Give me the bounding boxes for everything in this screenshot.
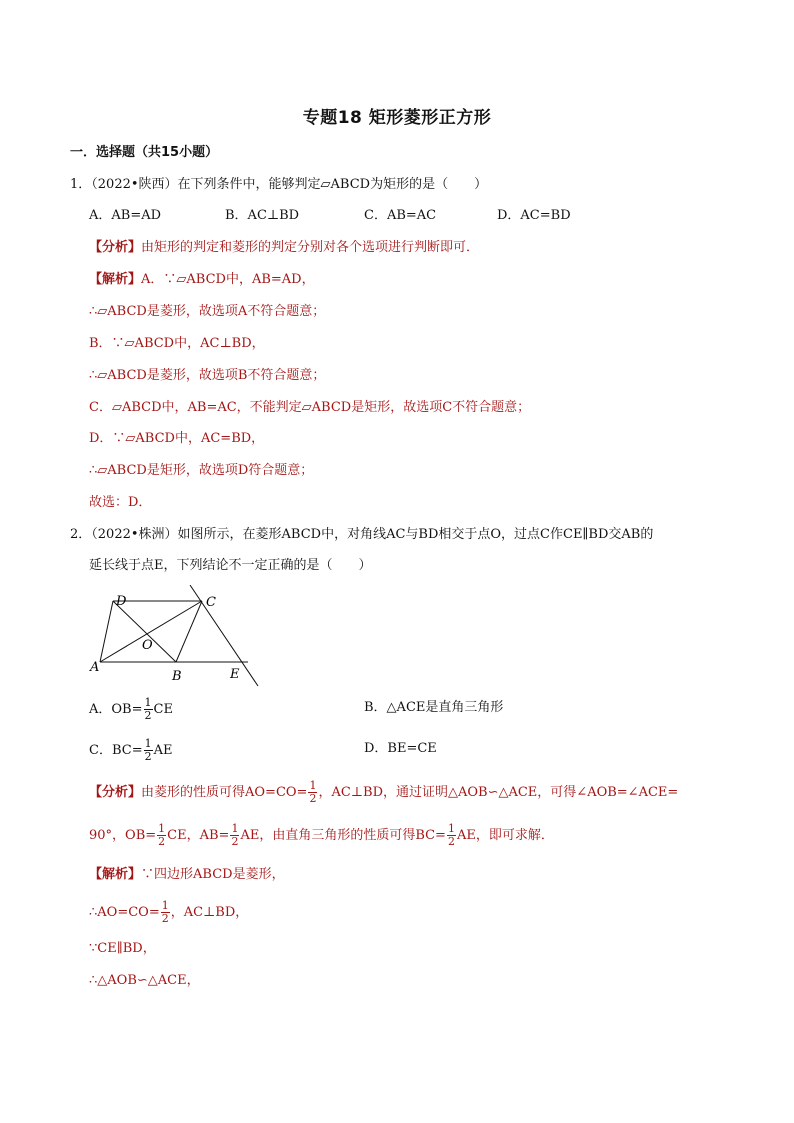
figure-label-a: A — [90, 660, 100, 675]
figure-label-c: C — [206, 595, 216, 610]
q1-option-c: C．AB=AC — [364, 208, 437, 223]
q2-solution-tag: 【解析】 — [89, 867, 142, 882]
q1-solution-line-2: ∴▱ABCD是菱形，故选项A不符合题意； — [89, 304, 326, 319]
q1-solution-line-1: A．∵▱ABCD中，AB=AD， — [141, 272, 315, 287]
q1-option-d: D．AC=BD — [497, 208, 571, 223]
fraction: $\frac{1}{2}$ — [447, 822, 455, 848]
section-heading: 一．选择题（共15小题） — [70, 145, 219, 160]
q1-solution-line-7: ∴▱ABCD是矩形，故选项D符合题意； — [89, 463, 314, 478]
q1-solution-tag: 【解析】 — [89, 272, 142, 287]
q2-solution-line-3: ∵CE∥BD， — [89, 941, 156, 956]
fraction: $\frac{1}{2}$ — [231, 822, 239, 848]
fraction: $\frac{1}{2}$ — [161, 899, 169, 925]
q2-solution-line-1: 【解析】∵四边形ABCD是菱形， — [89, 867, 285, 882]
rhombus-figure — [88, 585, 268, 690]
fraction: $\frac{1}{2}$ — [144, 696, 152, 722]
q1-analysis — [89, 239, 479, 257]
figure-label-d: D — [116, 594, 127, 609]
q1-analysis-text: 由矩形的判定和菱形的判定分别对各个选项进行判断即可． — [141, 240, 480, 255]
q2-option-c: C．BC= $\frac{1}{2}$ AE — [89, 737, 173, 763]
figure-label-o: O — [142, 638, 153, 653]
q2-analysis-line-2: 90°，OB= $\frac{1}{2}$ CE，AB= $\frac{1}{2}$ AE，由直角三角形的性质可得BC= $\frac{1}{2}$ AE，即可求解． — [89, 822, 554, 848]
q2-option-b: B．△ACE是直角三角形 — [364, 700, 504, 715]
q1-solution-line-5: C．▱ABCD中，AB=AC，不能判定▱ABCD是矩形，故选项C不符合题意； — [89, 400, 531, 415]
figure-label-b: B — [172, 669, 182, 684]
q2-option-d: D．BE=CE — [364, 741, 437, 756]
fraction: $\frac{1}{2}$ — [144, 737, 152, 763]
q2-solution-line-2: ∴AO=CO= $\frac{1}{2}$ ，AC⊥BD， — [89, 899, 249, 925]
q2-analysis-tag: 【分析】 — [89, 785, 142, 800]
q2-solution-line-4: ∴△AOB∽△ACE， — [89, 973, 200, 988]
figure-label-e: E — [230, 667, 240, 682]
q2-analysis-line-1: 【分析】由菱形的性质可得AO=CO= $\frac{1}{2}$ ，AC⊥BD，通过证明△AOB∽△ACE，可得∠AOB=∠ACE= — [89, 779, 679, 805]
q1-analysis-tag: 【分析】 — [89, 240, 142, 255]
q2-stem-line-2: 延长线于点E，下列结论不一定正确的是（ ） — [89, 558, 372, 573]
q1-solution-line-6: D．∵▱ABCD中，AC=BD， — [89, 431, 265, 446]
q1-option-a: A．AB=AD — [89, 208, 162, 223]
q2-option-a: A．OB= $\frac{1}{2}$ CE — [89, 696, 173, 722]
q1-option-b: B．AC⊥BD — [225, 208, 300, 223]
page-title: 专题18 矩形菱形正方形 — [302, 108, 492, 128]
q1-solution-line-3: B．∵▱ABCD中，AC⊥BD， — [89, 336, 265, 351]
q1-solution-line-4: ∴▱ABCD是菱形，故选项B不符合题意； — [89, 368, 326, 383]
q1-stem: 1．（2022•陕西）在下列条件中，能够判定▱ABCD为矩形的是（ ） — [70, 177, 488, 192]
fraction: $\frac{1}{2}$ — [309, 779, 317, 805]
q1-solution-first — [89, 271, 315, 289]
q1-solution-line-8: 故选：D． — [89, 495, 152, 510]
q2-stem-line-1: 2．（2022•株洲）如图所示，在菱形ABCD中，对角线AC与BD相交于点O，过点C作CE∥BD交AB的 — [70, 527, 654, 542]
fraction: $\frac{1}{2}$ — [158, 822, 166, 848]
